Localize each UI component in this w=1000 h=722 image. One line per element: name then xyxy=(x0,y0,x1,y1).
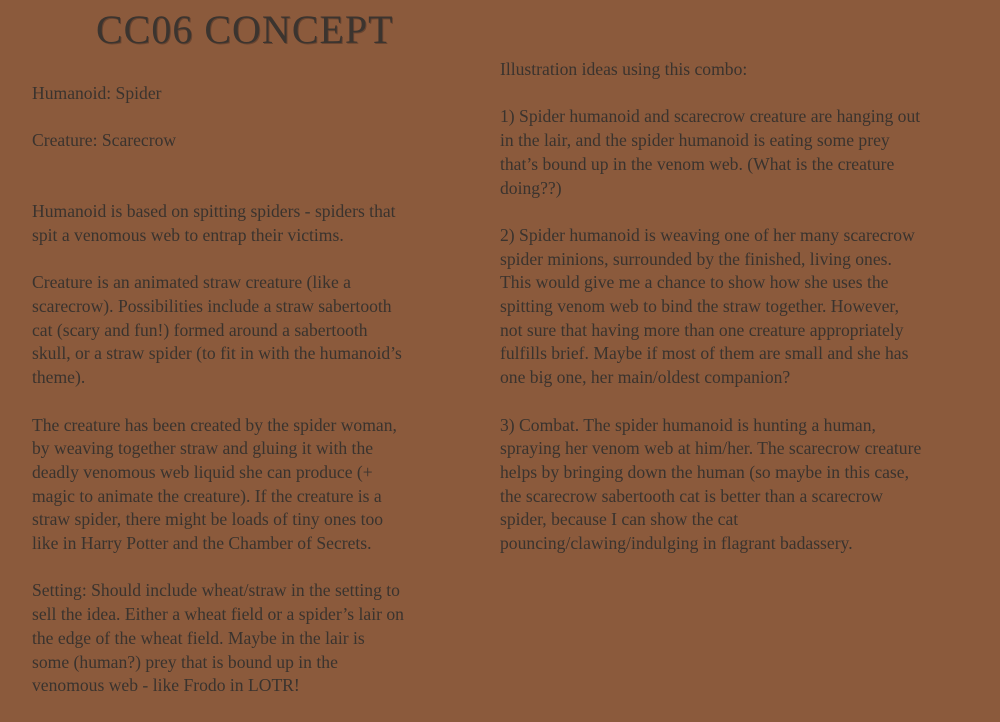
humanoid-description: Humanoid is based on spitting spiders - spiders that spit a venomous web to entrap their victims. xyxy=(32,201,396,245)
subject-lines xyxy=(32,58,472,177)
ideas-heading: Illustration ideas using this combo: xyxy=(500,59,748,79)
left-column xyxy=(32,58,472,722)
right-column xyxy=(500,58,970,579)
creature-line: Creature: Scarecrow xyxy=(32,130,177,151)
idea-3: 3) Combat. The spider humanoid is hunting a human, spraying her venom web at him/her. The scarecrow creature helps by bringing down the human (so maybe in this case, the scarecrow sabertooth cat is better than a scarecrow spider, because I can show the cat pouncing/clawing/indulging in flagrant badassery. xyxy=(500,414,922,554)
humanoid-line: Humanoid: Spider xyxy=(32,82,162,103)
creature-description: Creature is an animated straw creature (like a scarecrow). Possibilities include a straw sabertooth cat (scary and fun!) formed around a sabertooth skull, or a straw spider (to fit in with the humanoid’s theme). xyxy=(32,272,402,388)
page-title: CC06 CONCEPT xyxy=(96,7,394,52)
idea-2: 2) Spider humanoid is weaving one of her many scarecrow spider minions, surrounded by the finished, living ones. This would give me a chance to show how she uses the spitting venom web to bind the straw together. However, not sure that having more than one creature appropriately fulfills brief. Maybe if most of them are small and she has one big one, her main/oldest companion? xyxy=(500,224,915,388)
idea-1: 1) Spider humanoid and scarecrow creature are hanging out in the lair, and the spider humanoid is eating some prey that’s bound up in the venom web. (What is the creature doing??) xyxy=(500,106,921,198)
creature-origin: The creature has been created by the spider woman, by weaving together straw and gluing it with the deadly venomous web liquid she can produce (+ magic to animate the creature). If the creature is a straw spider, there might be loads of tiny ones too like in Harry Potter and the Chamber of Secrets. xyxy=(32,414,397,554)
setting-description: Setting: Should include wheat/straw in the setting to sell the idea. Either a wheat field or a spider’s lair on the edge of the wheat field. Maybe in the lair is some (human?) prey that is bound up in the venomous web - like Frodo in LOTR! xyxy=(32,580,404,696)
